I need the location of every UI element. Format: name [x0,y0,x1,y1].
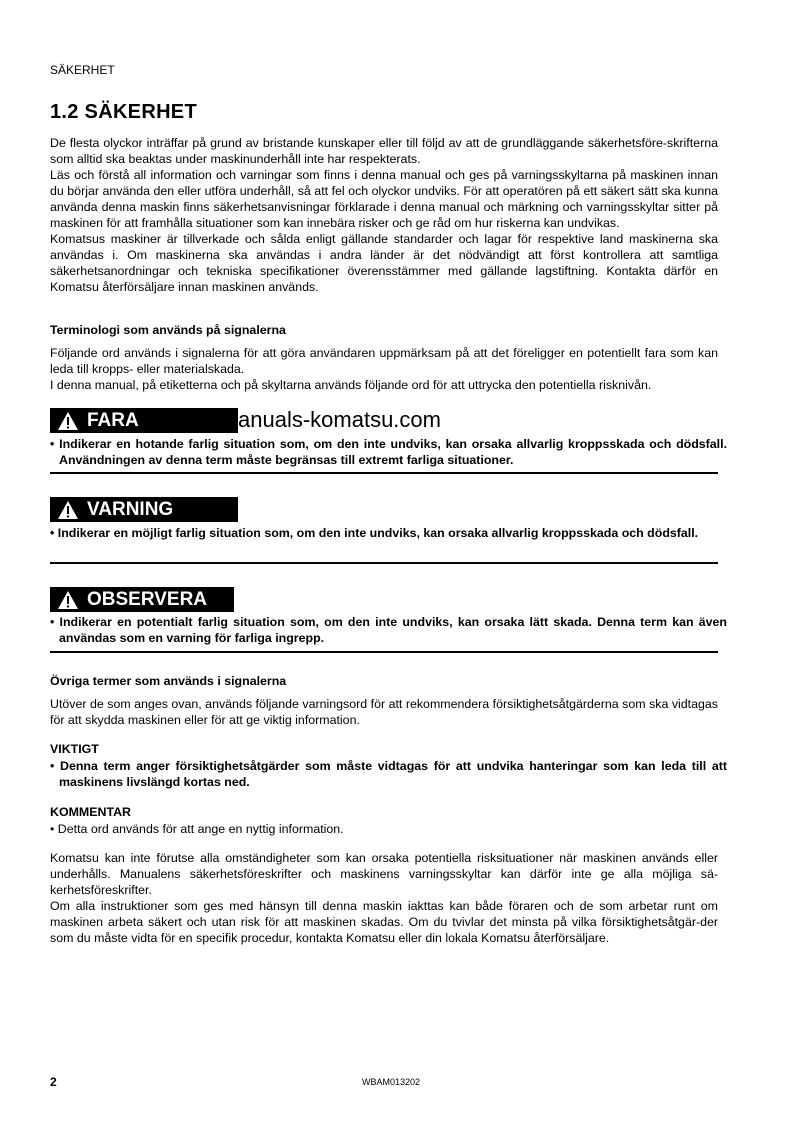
signal-word: VARNING [87,498,174,520]
other-terms-heading: Övriga termer som används i signalerna [50,674,287,688]
caution-signal-label [50,587,234,612]
important-label: VIKTIGT [50,742,99,756]
intro-paragraph: De flesta olyckor inträffar på grund av bristande kunskaper eller till följd av att de grundläggande säkerhetsföre-skrifterna som alltid ska beaktas under maskinunderhåll inte har respekterats. [50,136,718,166]
signal-word: FARA [87,409,139,431]
intro-text [50,135,718,295]
page-number: 2 [50,1075,57,1089]
caution-description: • Indikerar en potentialt farlig situation som, om den inte undviks, kan orsaka lätt skada. Denna term kan även användas som en varning för farliga ingrepp. [50,615,728,645]
warning-signal-label [50,497,238,522]
danger-description: • Indikerar en hotande farlig situation som, om den inte undviks, kan orsaka allvarlig kroppsskada och dödsfall. Användningen av denna term måste begränsas till extremt farliga situationer. [50,437,728,467]
comment-text: Detta ord används för att ange en nyttig information. [57,822,344,836]
danger-signal-label [50,408,238,433]
warning-triangle-icon [57,500,79,520]
important-text: Denna term anger försiktighetsåtgärder som måste vidtagas för att undvika hanteringar som kan leda till att maskinens livslängd kortas ned. [59,759,727,789]
divider [50,562,718,564]
important-description: • Denna term anger försiktighetsåtgärder som måste vidtagas för att undvika hanteringar som kan leda till att maskinens livslängd kortas ned. [50,759,727,789]
divider [50,472,718,474]
closing-text [50,850,718,946]
comment-label: KOMMENTAR [50,805,131,819]
intro-paragraph: Läs och förstå all information och varningar som finns i denna manual och ges på varningsskyltarna på maskinen innan du börjar använda den eller utföra underhåll, så att fel och olyckor undviks. För att operatören på ett säkert sätt ska kunna använda denna maskin finns säkerhetsanvisningar förklarade i denna manual och märkning och varningsskyltar sitter på maskinen för att framhålla situationer som kan innebära risker och ge råd om hur riskerna kan undvikas. [50,168,718,230]
signal-word: OBSERVERA [87,588,208,610]
divider [50,651,718,653]
watermark: anuals-komatsu.com [238,407,441,432]
document-code: WBAM013202 [362,1077,421,1087]
terminology-text [50,345,718,393]
warning-triangle-icon [57,590,79,610]
page-title: 1.2 SÄKERHET [50,101,197,123]
other-terms-paragraph: Utöver de som anges ovan, används följande varningsord för att rekommendera försiktighetsåtgärderna som ska vidtagas för att skydda maskinen eller för att ge viktig information. [50,697,718,727]
running-header: SÄKERHET [50,63,115,77]
intro-paragraph: Komatsus maskiner är tillverkade och sålda enligt gällande standarder och lagar för respektive land maskinerna ska användas i. Om maskinerna ska användas i andra länder är det nödvändigt att först kontrollera att samtliga säkerhetsanordningar och tekniska specifikationer överensstämmer med gällande lagstiftning. Kontakta därför en Komatsu återförsäljare innan maskinen används. [50,232,718,294]
signal-text: Indikerar en möjligt farlig situation som, om den inte undviks, kan orsaka allvarlig kroppsskada och dödsfall. [57,526,699,540]
terminology-paragraph: Följande ord används i signalerna för att göra användaren uppmärksam på att det föreligger en potentiellt fara som kan leda till kropps- eller materialskada. [50,346,718,376]
signal-text: Indikerar en hotande farlig situation som, om den inte undviks, kan orsaka allvarlig kroppsskada och dödsfall. Användningen av denna term måste begränsas till extremt farliga situationer. [59,437,728,467]
closing-paragraph: Komatsu kan inte förutse alla omständigheter som kan orsaka potentiella risksituationer när maskinen används eller underhålls. Manualens säkerhetsföreskrifter och maskinens varningsskyltar kan därför inte ge alla möjliga sä-kerhetsföreskrifter. [50,851,718,897]
signal-text: Indikerar en potentialt farlig situation som, om den inte undviks, kan orsaka lätt skada. Denna term kan även användas som en varning för farliga ingrepp. [59,615,728,645]
comment-description: • Detta ord används för att ange en nyttig information. [50,822,344,836]
closing-paragraph: Om alla instruktioner som ges med hänsyn till denna maskin iakttas kan både föraren och de som arbetar runt om maskinen arbeta säkert och utan risk för att maskinen skadas. Om du tvivlar det minsta på vilka försiktighetsåtgär-der som du måste vidta för en specifik procedur, kontakta Komatsu eller din lokala Komatsu återförsäljare. [50,899,718,945]
terminology-heading: Terminologi som används på signalerna [50,323,286,337]
warning-triangle-icon [57,411,79,431]
terminology-paragraph: I denna manual, på etiketterna och på skyltarna används följande ord för att uttrycka den potentiella risknivån. [50,378,652,392]
warning-description: • Indikerar en möjligt farlig situation som, om den inte undviks, kan orsaka allvarlig kroppsskada och dödsfall. [50,526,699,540]
